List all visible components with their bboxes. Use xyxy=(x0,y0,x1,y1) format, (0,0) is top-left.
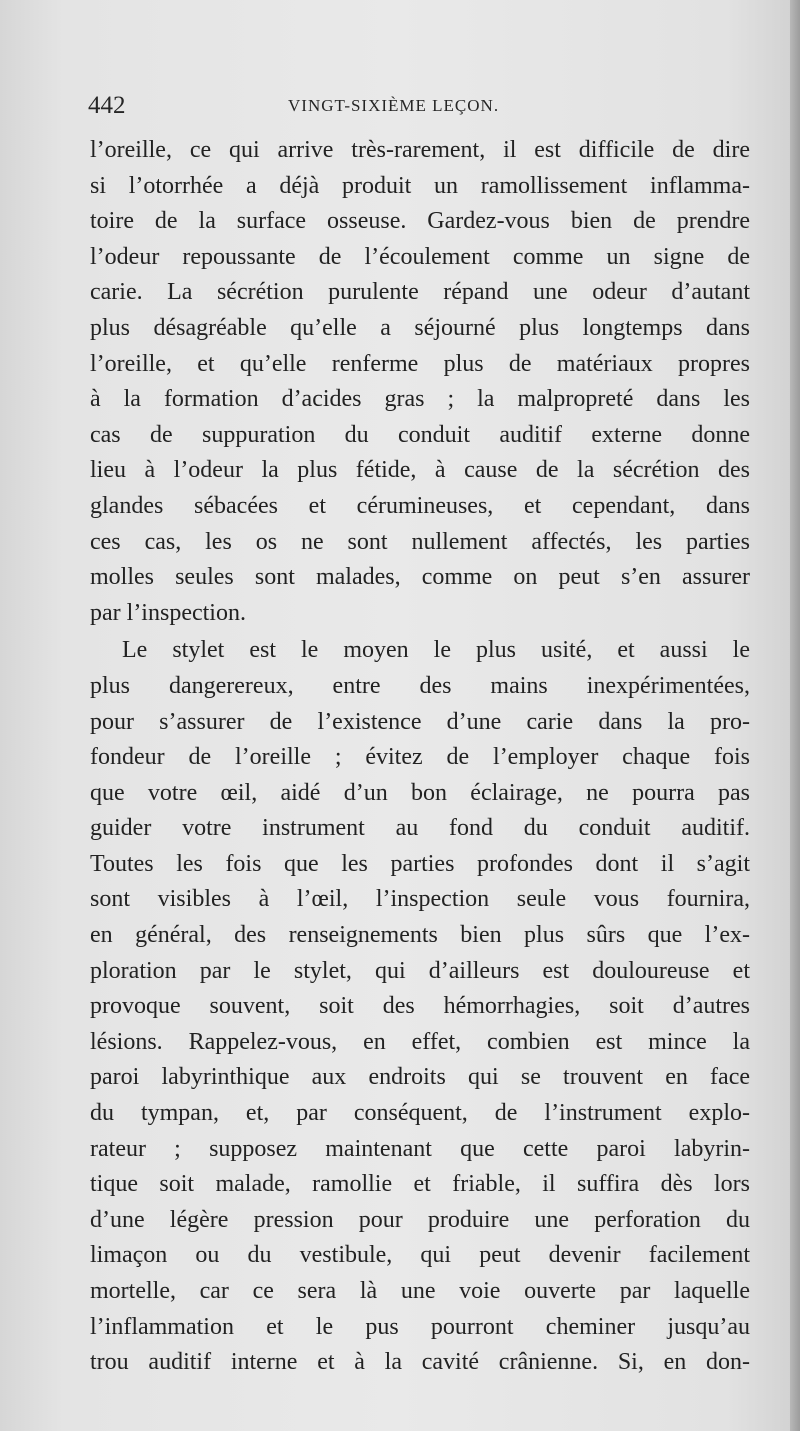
text-line: d’une légère pression pour produire une perforation du xyxy=(90,1206,750,1233)
text-line: Toutes les fois que les parties profondes dont il s’agit xyxy=(90,850,750,877)
text-line: provoque souvent, soit des hémorrhagies, soit d’autres xyxy=(90,993,750,1020)
text-line: rateur ; supposez maintenant que cette paroi labyrin- xyxy=(90,1135,750,1162)
text-line: Le stylet est le moyen le plus usité, et aussi le xyxy=(122,637,750,664)
text-line: pour s’assurer de l’existence d’une carie dans la pro- xyxy=(90,708,750,735)
text-line: ploration par le stylet, qui d’ailleurs est douloureuse et xyxy=(90,957,750,984)
text-line: trou auditif interne et à la cavité crânienne. Si, en don- xyxy=(90,1349,750,1376)
text-line: fondeur de l’oreille ; évitez de l’employer chaque fois xyxy=(90,744,750,771)
text-line: tique soit malade, ramollie et friable, il suffira dès lors xyxy=(90,1171,750,1198)
text-line: molles seules sont malades, comme on peut s’en assurer xyxy=(90,564,750,591)
text-line: cas de suppuration du conduit auditif externe donne xyxy=(90,421,750,448)
text-line: du tympan, et, par conséquent, de l’instrument explo- xyxy=(90,1100,750,1127)
text-line: toire de la surface osseuse. Gardez-vous bien de prendre xyxy=(90,208,750,235)
text-line: limaçon ou du vestibule, qui peut devenir facilement xyxy=(90,1242,750,1269)
text-line: si l’otorrhée a déjà produit un ramollissement inflamma- xyxy=(90,172,750,199)
text-line: à la formation d’acides gras ; la malpropreté dans les xyxy=(90,386,750,413)
page-edge-shadow xyxy=(790,0,800,1431)
text-line: en général, des renseignements bien plus sûrs que l’ex- xyxy=(90,922,750,949)
text-line: lieu à l’odeur la plus fétide, à cause de la sécrétion des xyxy=(90,457,750,484)
text-line: plus désagréable qu’elle a séjourné plus longtemps dans xyxy=(90,314,750,341)
text-line: glandes sébacées et cérumineuses, et cependant, dans xyxy=(90,492,750,519)
page-header xyxy=(88,92,748,122)
body-text xyxy=(90,133,750,1381)
text-line: lésions. Rappelez-vous, en effet, combien est mince la xyxy=(90,1028,750,1055)
text-line: l’oreille, ce qui arrive très-rarement, il est difficile de dire xyxy=(90,137,750,163)
text-line: que votre œil, aidé d’un bon éclairage, ne pourra pas xyxy=(90,779,750,806)
text-line: plus dangerereux, entre des mains inexpérimentées, xyxy=(90,672,750,699)
text-line: guider votre instrument au fond du conduit auditif. xyxy=(90,815,750,842)
text-line: paroi labyrinthique aux endroits qui se trouvent en face xyxy=(90,1064,750,1091)
text-line: sont visibles à l’œil, l’inspection seule vous fournira, xyxy=(90,886,750,913)
text-line: l’oreille, et qu’elle renferme plus de matériaux propres xyxy=(90,350,750,377)
text-line: par l’inspection. xyxy=(90,599,246,626)
text-line: l’inflammation et le pus pourront cheminer jusqu’au xyxy=(90,1313,750,1340)
text-line: ces cas, les os ne sont nullement affectés, les parties xyxy=(90,528,750,555)
text-line: l’odeur repoussante de l’écoulement comme un signe de xyxy=(90,243,750,270)
page-number: 442 xyxy=(88,92,126,119)
text-line: mortelle, car ce sera là une voie ouverte par laquelle xyxy=(90,1278,750,1304)
text-line: carie. La sécrétion purulente répand une odeur d’autant xyxy=(90,279,750,306)
running-title: VINGT-SIXIÈME LEÇON. xyxy=(288,96,500,115)
